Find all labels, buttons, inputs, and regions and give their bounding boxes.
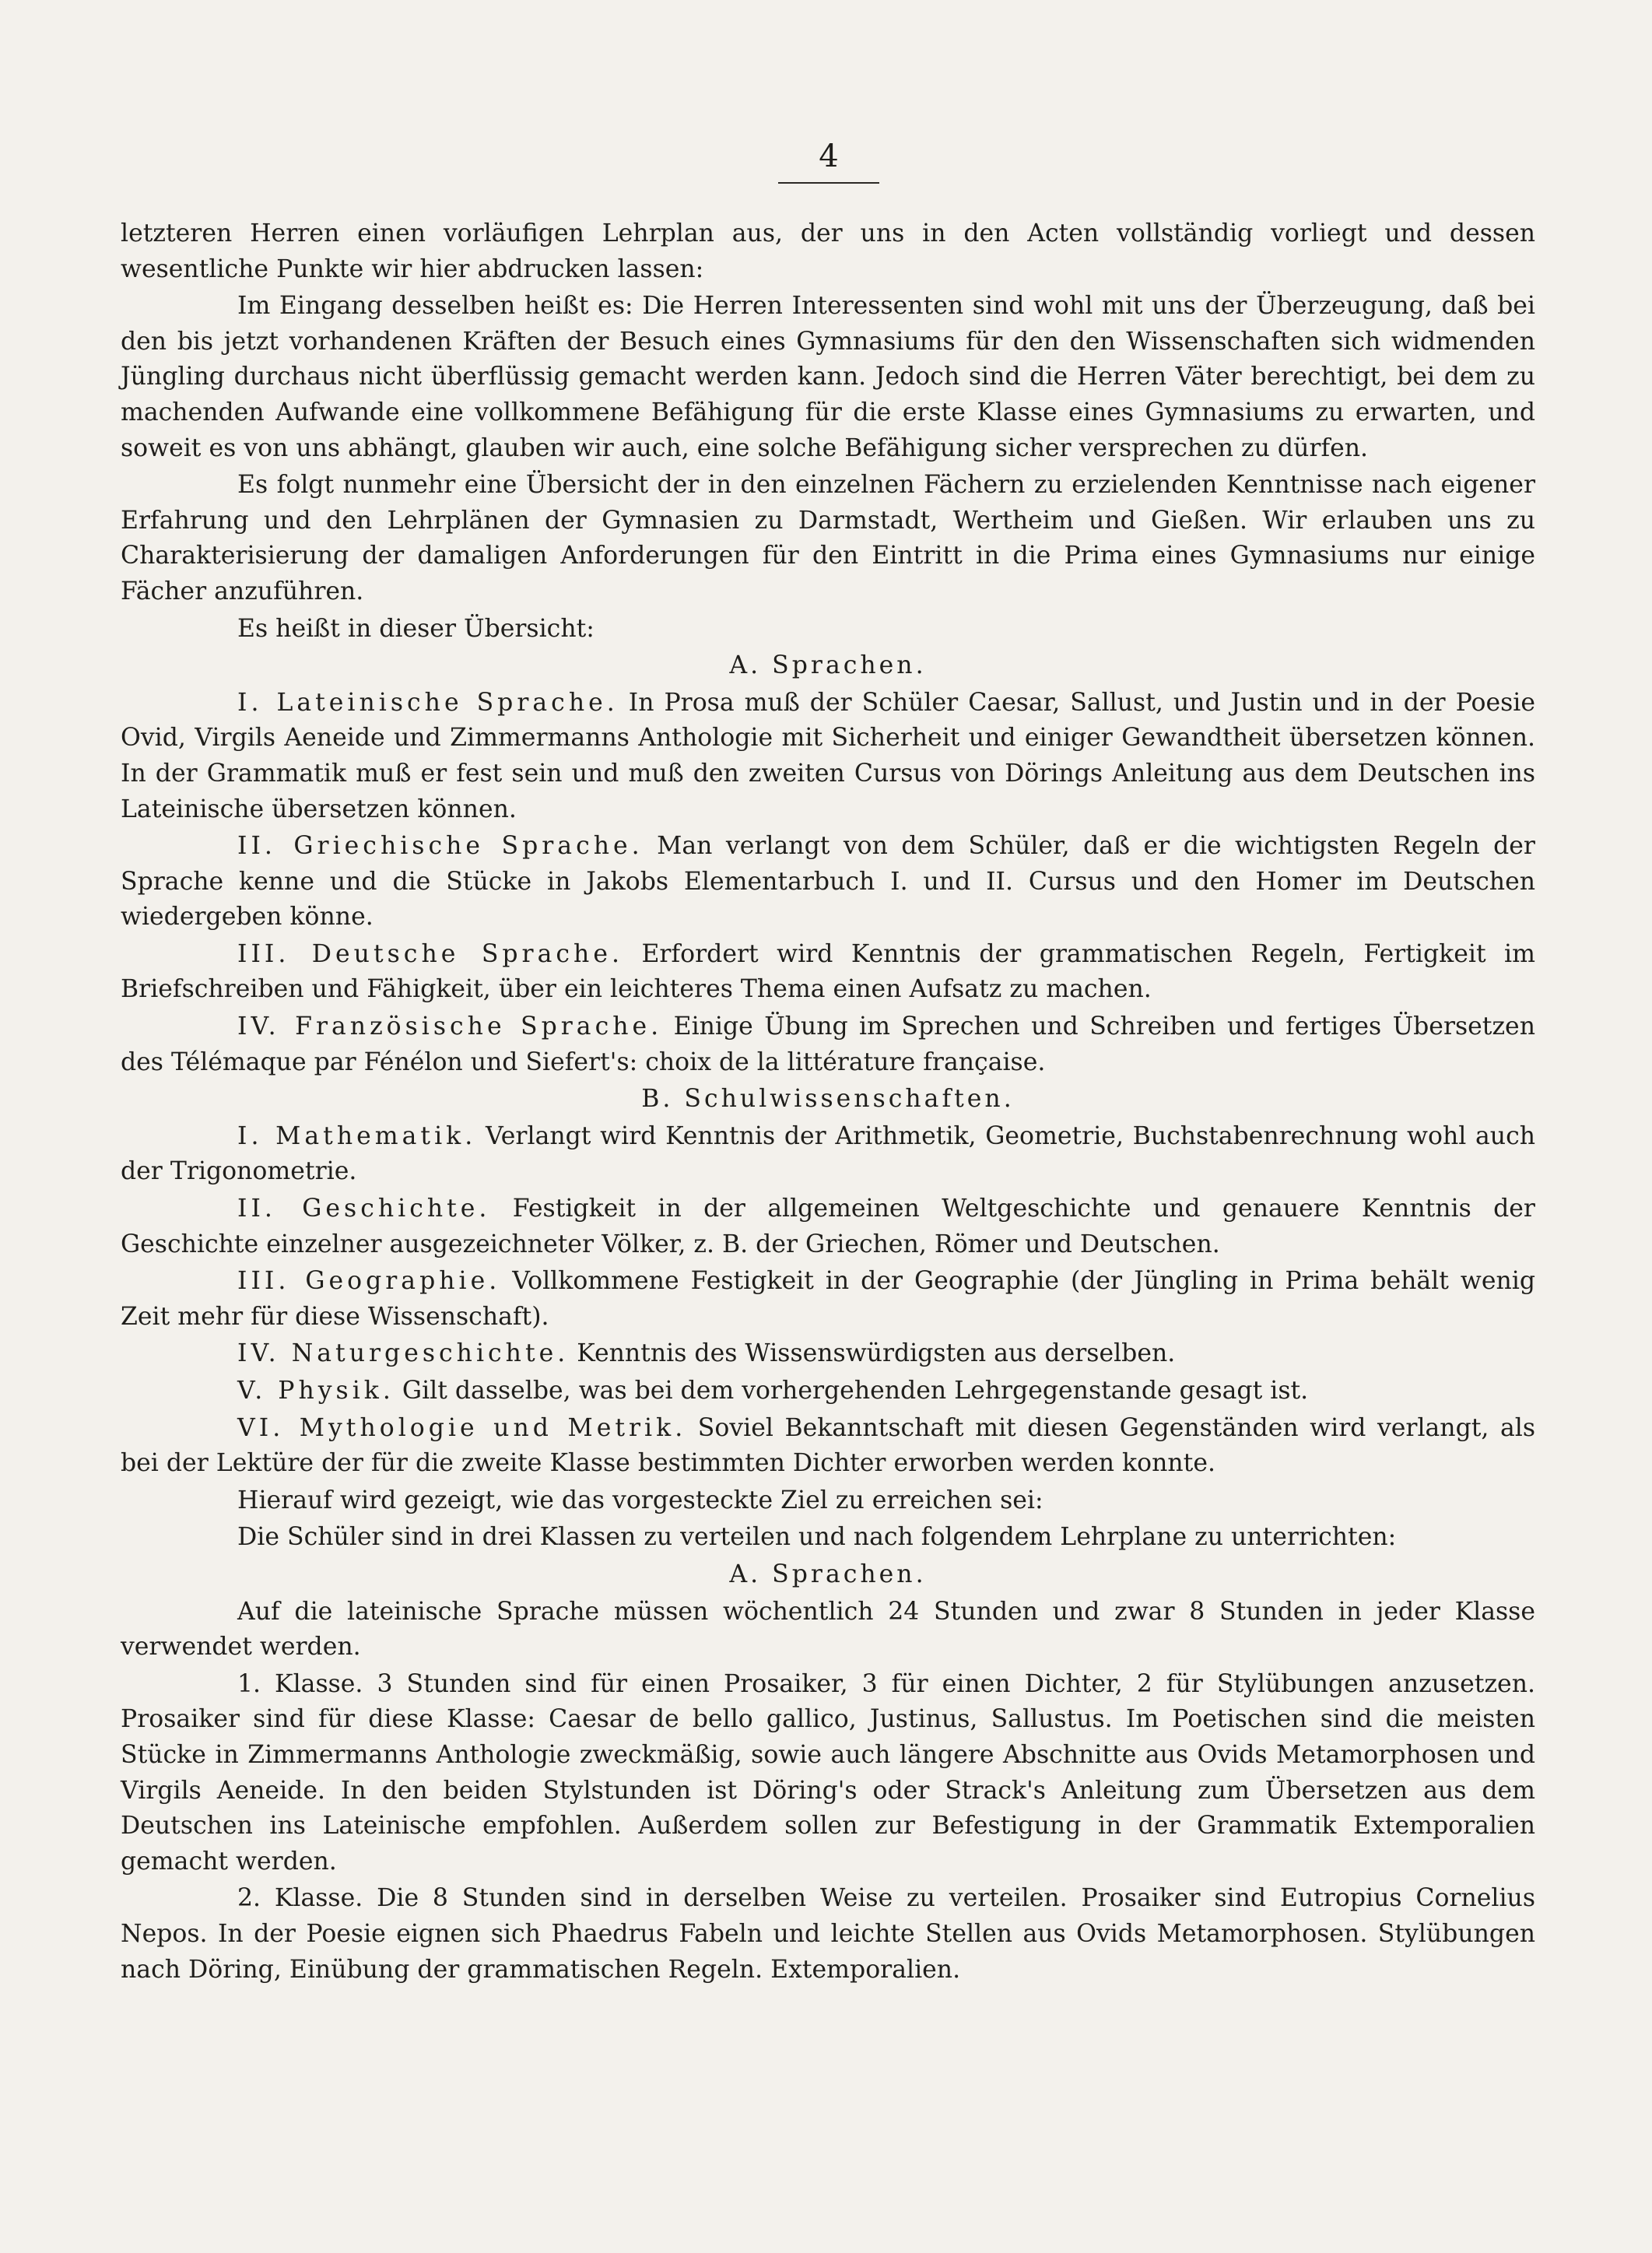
subject-paragraph [121,1191,1535,1262]
class-paragraph [121,1881,1535,1988]
subject-label: I. Lateinische Sprache. [237,688,619,717]
subject-label: II. Geschichte. [237,1195,491,1223]
subject-paragraph [121,1374,1535,1409]
class-label: 1. Klasse. [237,1669,363,1698]
subject-label: IV. Französische Sprache. [237,1012,663,1041]
subject-label: IV. Naturgeschichte. [237,1339,570,1368]
subject-label: VI. Mythologie und Metrik. [237,1413,687,1442]
overview-paragraph: Es folgt nunmehr eine Übersicht der in den einzelnen Fächern zu erzielenden Kenntnisse nach eigener Erfahrung und den Lehrplänen der Gymnasien zu Darmstadt, Wertheim und Gießen. Wir erlauben uns zu Charakterisierung der damaligen Anforderungen für den Eintritt in die Prima eines Gymnasiums nur einige Fächer anzuführen. [121,471,1535,605]
subject-label: III. Geographie. [237,1267,501,1296]
section-heading-sprachen-lehrplan: A. Sprachen. [729,1560,927,1588]
section-heading-schulwissenschaften: B. Schulwissenschaften. [641,1085,1015,1114]
subject-text: Soviel Bekanntschaft mit diesen Gegenständen wird verlangt, als bei der Lektüre der für die zweite Klasse bestimmten Dichter erworben werden konnte. [121,1413,1535,1478]
subject-text: Vollkommene Festigkeit in der Geographie (der Jüngling in Prima behält wenig Zeit mehr für diese Wissenschaft). [121,1267,1536,1331]
subject-label: I. Mathematik. [237,1121,477,1150]
subject-text: Erfordert wird Kenntnis der grammatischen Regeln, Fertigkeit im Briefschreiben und Fähigkeit, über ein leichteres Thema einen Aufsatz zu machen. [121,939,1535,1004]
subject-label: II. Griechische Sprache. [237,832,644,861]
subject-paragraph [121,1411,1535,1482]
subject-text: Kenntnis des Wissenswürdigsten aus derselben. [577,1339,1176,1368]
transition-paragraph: Hierauf wird gezeigt, wie das vorgesteckte Ziel zu erreichen sei: [237,1486,1043,1514]
subject-text: Einige Übung im Sprechen und Schreiben und fertiges Übersetzen des Télémaque par Fénélon und Siefert's: choix de la littérature française. [121,1012,1535,1076]
subject-paragraph [121,686,1535,827]
subject-paragraph [121,1119,1535,1190]
subject-paragraph [121,1009,1535,1080]
intro-paragraph: letzteren Herren einen vorläufigen Lehrplan aus, der uns in den Acten vollständig vorliegt und dessen wesentliche Punkte wir hier abdrucken lassen: [121,219,1535,283]
subject-text: Man verlangt von dem Schüler, daß er die wichtigsten Regeln der Sprache kenne und die Stücke in Jakobs Elementarbuch I. und II. Cursus und den Homer im Deutschen wiedergeben könne. [121,832,1535,932]
subject-paragraph [121,937,1535,1008]
class-text: 3 Stunden sind für einen Prosaiker, 3 für einen Dichter, 2 für Stylübungen anzusetzen. Prosaiker sind für diese Klasse: Caesar de bello gallico, Justinus, Sallustus. Im Poetischen sind die meisten Stücke in Zimmermanns Anthologie zweckmäßig, sowie auch längere Abschnitte aus Ovids Metamorphosen und Virgils Aeneide. In den beiden Stylstunden ist Döring's oder Strack's Anleitung zum Übersetzen aus dem Deutschen ins Lateinische empfohlen. Außerdem sollen zur Befestigung in der Grammatik Extemporalien gemacht werden. [121,1669,1535,1876]
quote-paragraph: Im Eingang desselben heißt es: Die Herren Interessenten sind wohl mit uns der Überzeugung, daß bei den bis jetzt vorhandenen Kräften der Besuch eines Gymnasiums für den den Wissenschaften sich widmenden Jüngling durchaus nicht überflüssig gemacht werden kann. Jedoch sind die Herren Väter berechtigt, bei dem zu machenden Aufwande eine vollkommene Befähigung für die erste Klasse eines Gymnasiums zu erwarten, und soweit es von uns abhängt, glauben wir auch, eine solche Befähigung sicher versprechen zu dürfen. [121,292,1535,462]
subject-paragraph [121,1264,1535,1335]
page-number: 4 [778,139,879,184]
subject-text: Verlangt wird Kenntnis der Arithmetik, Geometrie, Buchstabenrechnung wohl auch der Trigonometrie. [121,1121,1535,1186]
subject-text: In Prosa muß der Schüler Caesar, Sallust, und Justin und in der Poesie Ovid, Virgils Aeneide und Zimmermanns Anthologie mit Sicherheit und einiger Gewandtheit übersetzen können. In der Grammatik muß er fest sein und muß den zweiten Cursus von Dörings Anleitung aus dem Deutschen ins Lateinische übersetzen können. [121,688,1535,823]
body-text [121,216,1535,1989]
class-label: 2. Klasse. [237,1884,363,1913]
subject-text: Festigkeit in der allgemeinen Weltgeschichte und genauere Kenntnis der Geschichte einzelner ausgezeichneter Völker, z. B. der Griechen, Römer und Deutschen. [121,1195,1535,1258]
subject-label: III. Deutsche Sprache. [237,939,623,968]
subject-paragraph [121,829,1535,935]
class-text: Die 8 Stunden sind in derselben Weise zu verteilen. Prosaiker sind Eutropius Cornelius Nepos. In der Poesie eignen sich Phaedrus Fabeln und leichte Stellen aus Ovids Metamorphosen. Stylübungen nach Döring, Einübung der grammatischen Regeln. Extemporalien. [121,1884,1536,1984]
transition-paragraph: Die Schüler sind in drei Klassen zu verteilen und nach folgendem Lehrplane zu unterrichten: [237,1523,1397,1552]
section-heading-sprachen: A. Sprachen. [729,651,927,680]
class-paragraph [121,1667,1535,1880]
subject-label: V. Physik. [237,1377,395,1405]
subject-paragraph [121,1336,1535,1372]
subject-text: Gilt dasselbe, was bei dem vorhergehenden Lehrgegenstande gesagt ist. [402,1377,1309,1405]
latin-intro-paragraph: Auf die lateinische Sprache müssen wöchentlich 24 Stunden und zwar 8 Stunden in jeder Klasse verwendet werden. [121,1597,1535,1662]
overview-intro: Es heißt in dieser Übersicht: [237,614,595,643]
